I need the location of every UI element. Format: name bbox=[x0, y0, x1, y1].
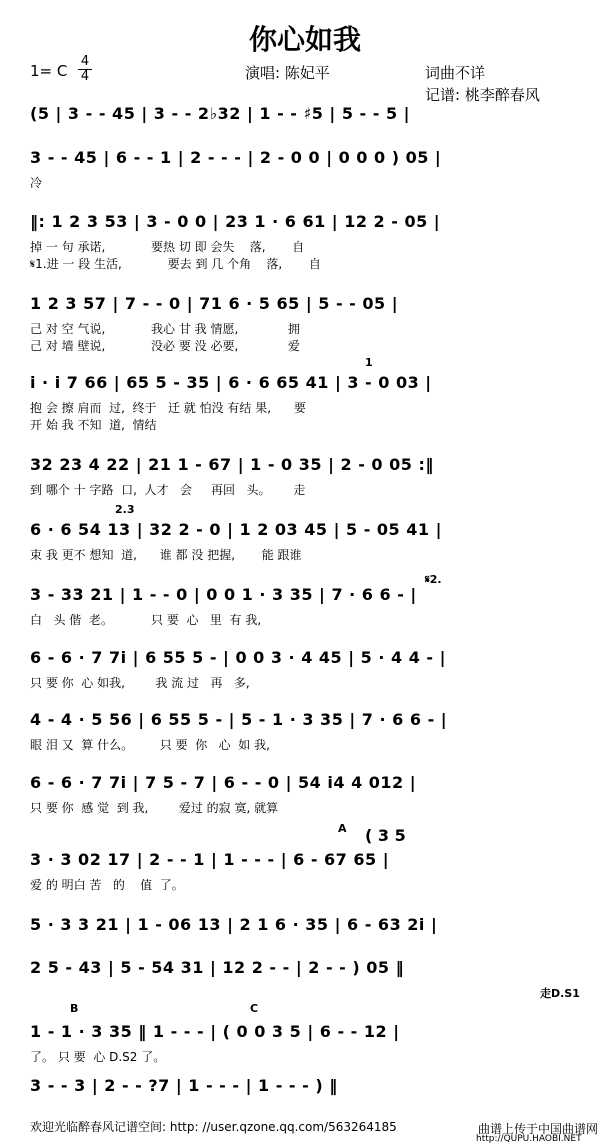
lyrics-line-12-1: 爱 的 明白 苦 的 值 了。 bbox=[30, 878, 184, 892]
notes-line-1: (5 | 3 - - 45 | 3 - - 2♭32 | 1 - - ♯5 | 5 - - 5 | bbox=[30, 104, 411, 123]
notes-line-14: 2 5 - 43 | 5 - 54 31 | 12 2 - - | 2 - - ) 05 ‖ bbox=[30, 958, 405, 977]
footer-left: 欢迎光临醉春风记谱空间: http: //user.qzone.qq.com/563264185 bbox=[30, 1120, 397, 1134]
lyrics-line-7-1: 束 我 更不 想知 道, 谁 都 没 把握, 能 跟谁 bbox=[30, 548, 302, 562]
singer: 演唱: 陈妃平 bbox=[245, 64, 330, 82]
section-a: A bbox=[338, 822, 347, 835]
section-a-intro: ( 3 5 bbox=[365, 826, 406, 845]
lyrics-line-10-1: 眼 泪 又 算 什么。 只 要 你 心 如 我, bbox=[30, 738, 270, 752]
notes-line-7: 6 · 6 54 13 | 32 2 - 0 | 1 2 03 45 | 5 - 05 41 | bbox=[30, 520, 442, 539]
notes-line-9: 6 - 6 · 7 7i | 6 55 5 - | 0 0 3 · 4 45 | 5 · 4 4 - | bbox=[30, 648, 446, 667]
notes-line-15: 1 - 1 · 3 35 ‖ 1 - - - | ( 0 0 3 5 | 6 - - 12 | bbox=[30, 1022, 400, 1041]
notes-line-12: 3 · 3 02 17 | 2 - - 1 | 1 - - - | 6 - 67 65 | bbox=[30, 850, 390, 869]
lyrics-line-6-1: 到 哪个 十 字路 口, 人才 会 再回 头。 走 bbox=[30, 483, 306, 497]
section-c: C bbox=[250, 1002, 259, 1015]
song-title: 你心如我 bbox=[248, 23, 361, 56]
lyrics-line-15-1: 了。 只 要 心 D.S2 了。 bbox=[30, 1050, 166, 1064]
credits: 词曲不详 bbox=[425, 64, 486, 82]
lyrics-line-9-1: 只 要 你 心 如我, 我 流 过 再 多, bbox=[30, 676, 250, 690]
lyrics-line-2-1: 冷 bbox=[30, 176, 43, 190]
notes-line-13: 5 · 3 3 21 | 1 - 06 13 | 2 1 6 · 35 | 6 - 63 2i | bbox=[30, 915, 438, 934]
notes-line-11: 6 - 6 · 7 7i | 7 5 - 7 | 6 - - 0 | 54 i4 4 012 | bbox=[30, 773, 417, 792]
lyrics-line-8-1: 白 头 偕 老。 只 要 心 里 有 我, bbox=[30, 613, 262, 627]
volta-1: 1 bbox=[365, 356, 373, 369]
lyrics-line-3-1: 掉 一 句 承诺, 要热 切 即 会失 落, 自 bbox=[30, 240, 305, 254]
ds1-mark: 走D.S1 bbox=[540, 987, 580, 1000]
footer-right: 曲谱上传于中国曲谱网 bbox=[478, 1122, 599, 1136]
notes-line-6: 32 23 4 22 | 21 1 - 67 | 1 - 0 35 | 2 - 0 05 :‖ bbox=[30, 455, 434, 474]
time-top: 4 bbox=[78, 55, 92, 70]
lyrics-line-5-2: 开 始 我 不知 道, 情结 bbox=[30, 418, 157, 432]
notes-line-8: 3 - 33 21 | 1 - - 0 | 0 0 1 · 3 35 | 7 · 6 6 - | bbox=[30, 585, 417, 604]
lyrics-line-4-1: 己 对 空 气说, 我心 甘 我 情愿, 拥 bbox=[30, 322, 300, 336]
notes-line-16: 3 - - 3 | 2 - - ?7 | 1 - - - | 1 - - - ) ‖ bbox=[30, 1076, 338, 1095]
lyrics-line-3-2: 𝄋1.进 一 段 生活, 要去 到 几 个角 落, 自 bbox=[30, 257, 321, 271]
volta-2-3: 2.3 bbox=[115, 503, 135, 516]
time-bottom: 4 bbox=[80, 69, 90, 84]
notes-line-5: i · i 7 66 | 65 5 - 35 | 6 · 6 65 41 | 3 - 0 03 | bbox=[30, 373, 432, 392]
footer-url: http://QUPU.HAOBI.NET bbox=[476, 1134, 582, 1144]
section-b: B bbox=[70, 1002, 79, 1015]
lyrics-line-5-1: 抱 会 擦 肩而 过, 终于 迁 就 怕没 有结 果, 要 bbox=[30, 401, 306, 415]
notes-line-3: ‖: 1 2 3 53 | 3 - 0 0 | 23 1 · 6 61 | 12 2 - 05 | bbox=[30, 212, 441, 231]
transcriber: 记谱: 桃李醉春风 bbox=[425, 86, 540, 104]
time-signature bbox=[78, 55, 92, 84]
lyrics-line-11-1: 只 要 你 感 觉 到 我, 爱过 的寂 寞, 就算 bbox=[30, 801, 279, 815]
segno-2: 𝄋2. bbox=[425, 573, 442, 586]
notes-line-4: 1 2 3 57 | 7 - - 0 | 71 6 · 5 65 | 5 - - 05 | bbox=[30, 294, 399, 313]
key-signature: 1= C bbox=[30, 62, 68, 80]
notes-line-2: 3 - - 45 | 6 - - 1 | 2 - - - | 2 - 0 0 | 0 0 0 ) 05 | bbox=[30, 148, 442, 167]
notes-line-10: 4 - 4 · 5 56 | 6 55 5 - | 5 - 1 · 3 35 | 7 · 6 6 - | bbox=[30, 710, 448, 729]
lyrics-line-4-2: 己 对 墙 壁说, 没必 要 没 必要, 爱 bbox=[30, 339, 300, 353]
